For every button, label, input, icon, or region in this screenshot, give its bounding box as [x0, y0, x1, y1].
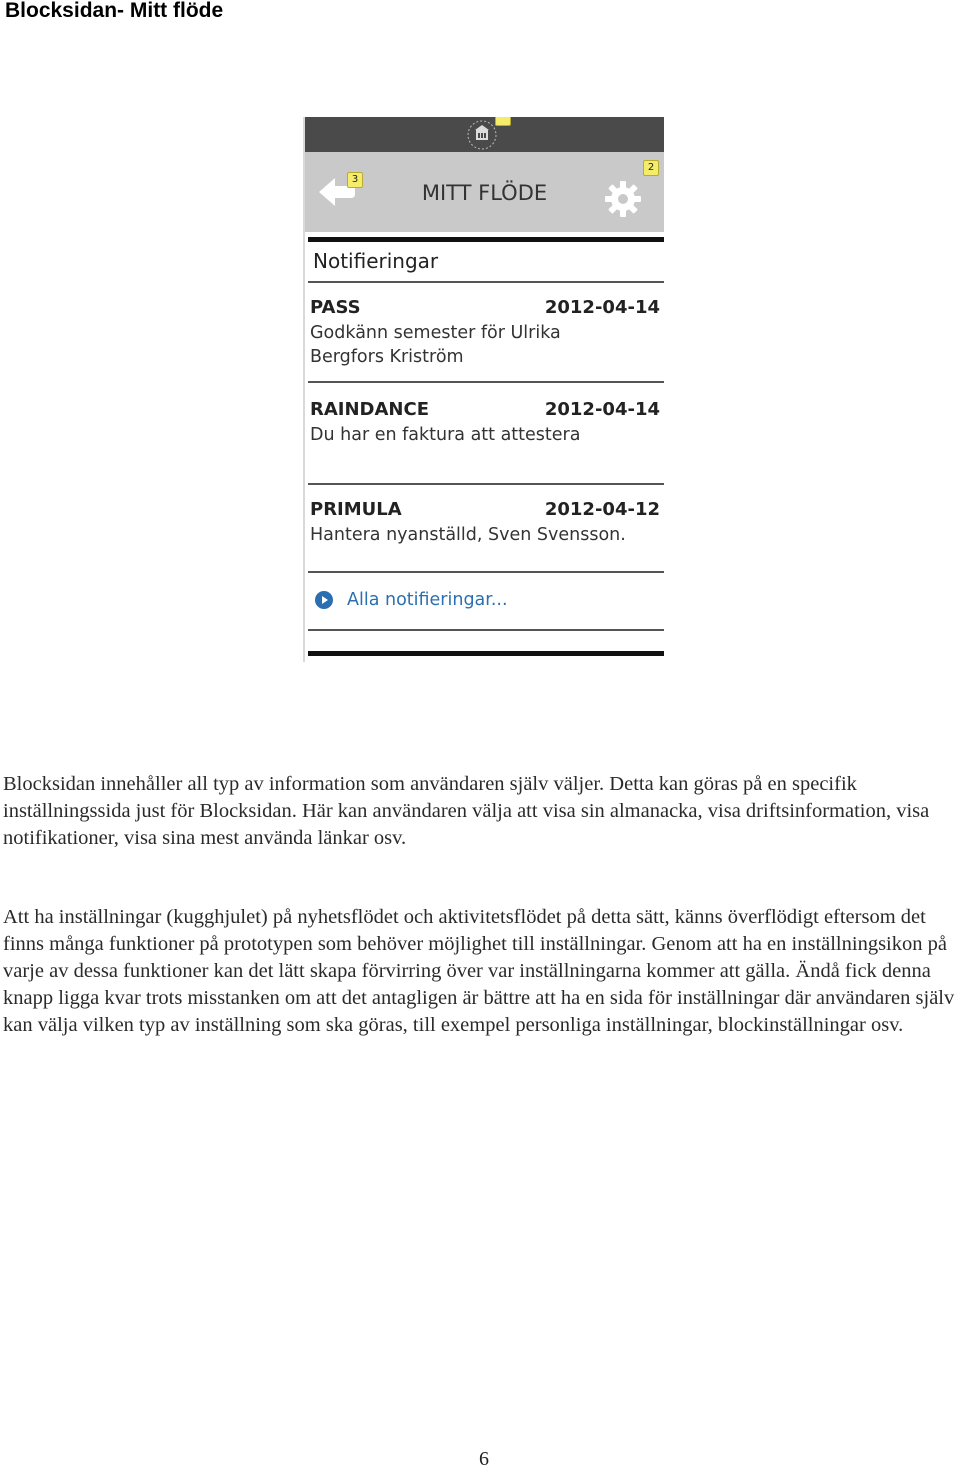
notification-date: 2012-04-12: [544, 499, 660, 520]
notification-item[interactable]: [310, 499, 660, 547]
annotation-badge-back: 3: [347, 172, 363, 188]
gear-icon[interactable]: [603, 179, 643, 219]
notification-source: RAINDANCE: [310, 399, 429, 420]
divider: [308, 571, 664, 573]
notification-text: Hantera nyanställd, Sven Svensson.: [310, 525, 626, 545]
divider: [308, 381, 664, 383]
divider: [308, 651, 664, 656]
section-title: Notifieringar: [313, 249, 439, 273]
top-bar: [305, 117, 664, 152]
all-notifications-label: Alla notifieringar...: [347, 590, 508, 610]
university-seal-icon: [465, 118, 499, 152]
notification-item[interactable]: [310, 399, 660, 447]
annotation-badge-settings: 2: [643, 160, 659, 176]
notification-source: PASS: [310, 297, 361, 318]
notification-text: Godkänn semester för Ulrika Bergfors Kriström: [310, 323, 561, 367]
notification-date: 2012-04-14: [544, 399, 660, 420]
document-title: Blocksidan- Mitt flöde: [5, 0, 224, 22]
all-notifications-link[interactable]: [315, 590, 508, 610]
page-number: 6: [479, 1448, 489, 1470]
divider: [308, 237, 664, 242]
mobile-mockup: [303, 117, 664, 662]
paragraph-2: Att ha inställningar (kugghjulet) på nyhetsflödet och aktivitetsflödet på detta sätt, känns överflödigt eftersom det finns många funktioner på prototypen som behöver möjlighet till inställningar. Genom att ha en inställningsikon på varje av dessa funktioner kan det lätt skapa förvirring över var inställningarna kommer att gälla. Ändå fick denna knapp ligga kvar trots misstanken om att det antagligen är bättre att ha en sida för inställningar där användaren själv kan välja vilken typ av inställning som ska göras, till exempel personliga inställningar, blockinställningar osv.: [3, 906, 955, 1036]
annotation-badge: [495, 117, 511, 126]
notification-source: PRIMULA: [310, 499, 402, 520]
app-header: [305, 152, 664, 232]
notification-text: Du har en faktura att attestera: [310, 425, 581, 445]
divider: [308, 281, 664, 283]
divider: [308, 483, 664, 485]
notification-date: 2012-04-14: [544, 297, 660, 318]
paragraph-1: Blocksidan innehåller all typ av information som användaren själv väljer. Detta kan göras på en specifik inställningssida just för Blocksidan. Här kan användaren välja att visa sin almanacka, visa driftsinformation, visa notifikationer, visa sina mest använda länkar osv.: [3, 773, 930, 849]
notification-item[interactable]: [310, 297, 660, 369]
divider: [308, 629, 664, 631]
header-title: MITT FLÖDE: [421, 181, 548, 205]
play-circle-icon: [315, 591, 333, 609]
